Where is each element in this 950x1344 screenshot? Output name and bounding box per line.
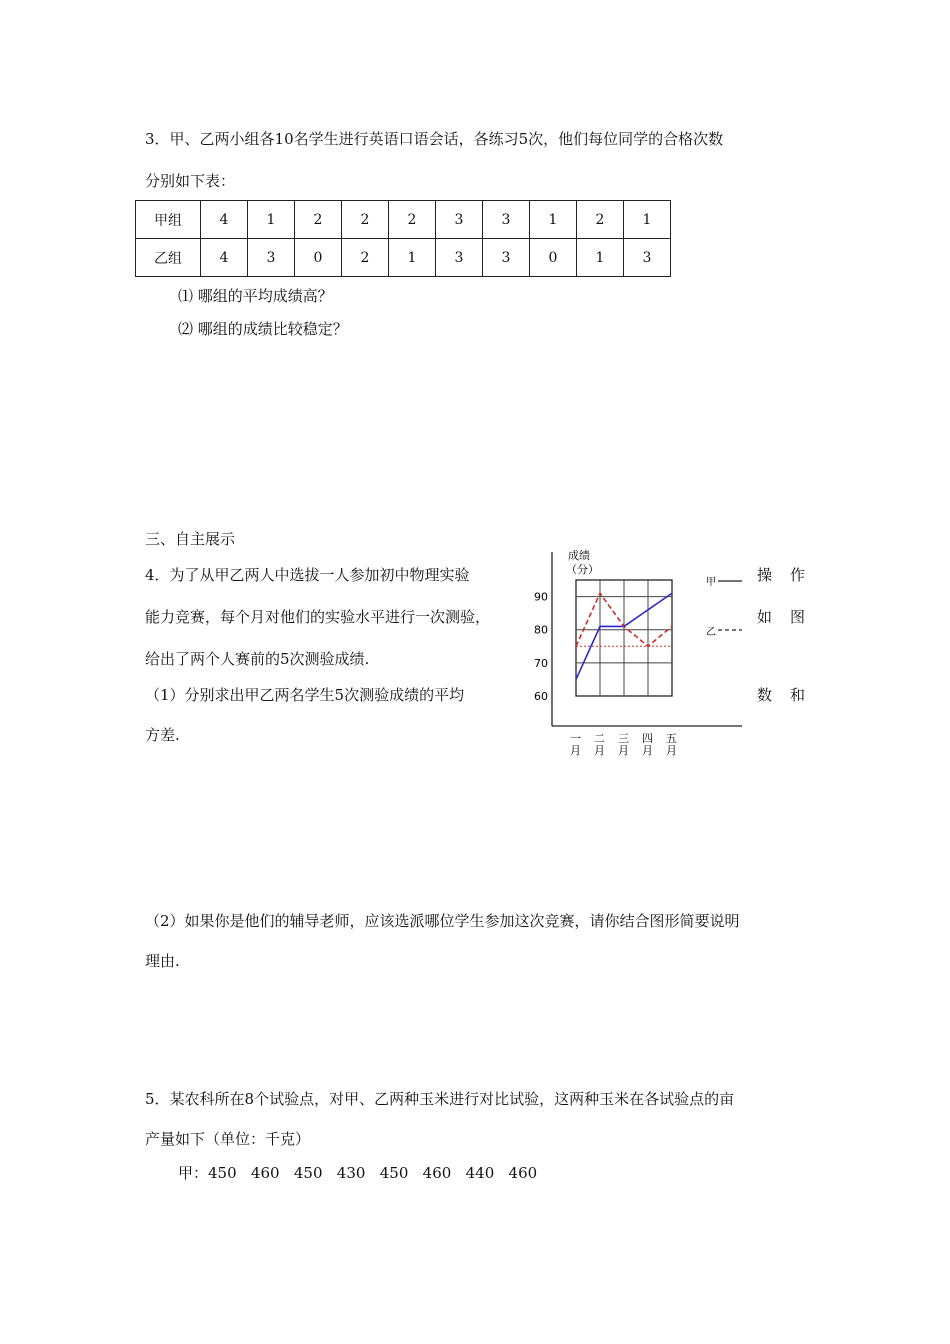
table-cell: 4	[201, 239, 248, 277]
table-cell: 1	[530, 201, 577, 239]
chart-xtick-label: 五	[666, 732, 677, 745]
q4-line2: 能力竞赛，每个月对他们的实验水平进行一次测验，	[145, 608, 491, 626]
q4-right-word: 数	[757, 686, 773, 704]
q5-line2: 产量如下（单位：千克）	[145, 1130, 311, 1148]
chart-xtick-label: 月	[642, 744, 653, 757]
table-cell: 2	[342, 201, 389, 239]
chart-xtick-label: 四	[642, 732, 653, 745]
table-cell: 1	[624, 201, 671, 239]
q4-part2-line1: （2）如果你是他们的辅导老师，应该选派哪位学生参加这次竞赛，请你结合图形简要说明	[145, 912, 740, 930]
table-cell: 1	[577, 239, 624, 277]
q4-line3: 给出了两个人赛前的5次测验成绩.	[145, 650, 370, 668]
table-cell: 2	[577, 201, 624, 239]
table-cell: 3	[624, 239, 671, 277]
table-row	[136, 201, 671, 239]
table-cell: 2	[295, 201, 342, 239]
table-row	[136, 239, 671, 277]
q3-sub1: ⑴ 哪组的平均成绩高？	[178, 287, 333, 305]
scores-table	[135, 200, 671, 277]
chart-ytick-label: 80	[534, 623, 548, 637]
table-cell: 3	[483, 239, 530, 277]
chart-xtick-label: 三	[618, 732, 629, 745]
chart-ytick-label: 60	[534, 690, 548, 703]
q4-right-word: 如	[757, 608, 773, 626]
q4-right-word: 图	[790, 608, 806, 626]
table-cell: 4	[201, 201, 248, 239]
table-cell: 2	[342, 239, 389, 277]
table-cell: 3	[436, 239, 483, 277]
q4-line5: 方差.	[145, 726, 180, 744]
q4-part2-line2: 理由.	[145, 952, 180, 970]
table-cell: 2	[389, 201, 436, 239]
q3-line2: 分别如下表：	[145, 172, 236, 190]
chart-xtick-label: 月	[570, 744, 581, 757]
row-name: 甲组	[136, 201, 201, 239]
table-cell: 1	[389, 239, 436, 277]
q3-line1: 3．甲、乙两小组各10名学生进行英语口语会话，各练习5次，他们每位同学的合格次数	[145, 130, 724, 148]
chart-ylabel: 成绩	[568, 549, 590, 562]
chart-ytick-label: 70	[534, 656, 548, 670]
score-line-chart	[520, 540, 750, 762]
chart-xtick-label: 月	[594, 744, 605, 757]
chart-ytick-label: 90	[534, 590, 548, 604]
section-heading: 三、自主展示	[145, 530, 236, 548]
chart-xtick-label: 二	[594, 732, 605, 745]
chart-xtick-label: 月	[666, 744, 677, 757]
chart-xtick-label: 一	[570, 732, 581, 745]
table-cell: 0	[295, 239, 342, 277]
table-cell: 0	[530, 239, 577, 277]
table-cell: 3	[483, 201, 530, 239]
q4-line4: （1）分别求出甲乙两名学生5次测验成绩的平均	[145, 686, 465, 704]
q3-sub2: ⑵ 哪组的成绩比较稳定？	[178, 320, 348, 338]
q5-line1: 5．某农科所在8个试验点，对甲、乙两种玉米进行对比试验，这两种玉米在各试验点的亩	[145, 1090, 735, 1108]
q4-right-word: 操	[757, 566, 773, 584]
q4-line1: 4．为了从甲乙两人中选拔一人参加初中物理实验	[145, 566, 470, 584]
chart-yunit: （分）	[566, 563, 599, 576]
legend-label-jia: 甲	[706, 577, 716, 588]
chart-xtick-label: 月	[618, 744, 629, 757]
legend-label-yi: 乙	[706, 627, 716, 638]
q4-right-word: 和	[790, 686, 806, 704]
q5-line3: 甲：450 460 450 430 450 460 440 460	[178, 1164, 538, 1182]
q4-right-word: 作	[790, 566, 806, 584]
row-name: 乙组	[136, 239, 201, 277]
table-cell: 3	[436, 201, 483, 239]
table-cell: 1	[248, 201, 295, 239]
table-cell: 3	[248, 239, 295, 277]
